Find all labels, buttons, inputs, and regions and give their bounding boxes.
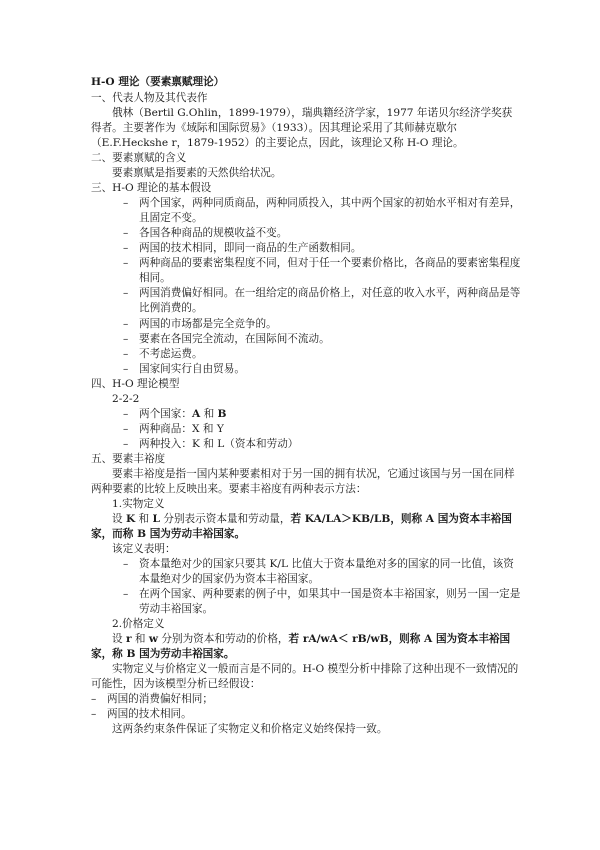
- list-item: – 两个国家，两种同质商品，两种同质投入，其中两个国家的初始水平相对有差异，且固定不变。: [91, 196, 521, 226]
- section-4-heading: 四、H-O 理论模型: [91, 377, 180, 390]
- document-title: H-O 理论（要素禀赋理论）: [91, 76, 225, 88]
- list-item: – 两国的技术相同。: [91, 707, 521, 722]
- document-body: [91, 75, 521, 737]
- list-item: – 两国的市场都是完全竞争的。: [91, 317, 521, 332]
- definition-1-title: 1.实物定义: [112, 497, 165, 510]
- list-item: – 各国各种商品的规模收益不变。: [91, 226, 521, 241]
- final-paragraph: 这两条约束条件保证了实物定义和价格定义始终保持一致。: [112, 723, 388, 736]
- list-item: – 两种商品的要素密集程度不同，但对于任一个要素价格比，各商品的要素密集程度相同。: [91, 256, 521, 286]
- model-label: 2-2-2: [112, 392, 140, 405]
- list-item: – 要素在各国完全流动，在国际间不流动。: [91, 332, 521, 347]
- definition-1-text: 设 K 和 L 分别表示资本量和劳动量，若 KA/LA＞KB/LB，则称 A 国为资本丰裕国家，而称 B 国为劳动丰裕国家。: [91, 512, 512, 540]
- list-item: – 不考虑运费。: [91, 347, 521, 362]
- list-item: – 资本量绝对少的国家只要其 K/L 比值大于资本量绝对多的国家的同一比值，该资本量绝对少的国家仍为资本丰裕国家。: [91, 557, 521, 587]
- definition-2-text: 设 r 和 w 分别为资本和劳动的价格，若 rA/wA＜ rB/wB，则称 A 国为资本丰裕国家，称 B 国为劳动丰裕国家。: [91, 633, 511, 661]
- list-item: – 国家间实行自由贸易。: [91, 362, 521, 377]
- list-item: – 在两个国家、两种要素的例子中，如果其中一国是资本丰裕国家，则另一国一定是劳动丰裕国家。: [91, 587, 521, 617]
- list-item: – 两种投入：K 和 L（资本和劳动）: [91, 437, 521, 452]
- section-1-paragraph: 俄林（Bertil G.Ohlin，1899-1979），瑞典籍经济学家，1977 年诺贝尔经济学奖获得者。主要著作为《域际和国际贸易》（1933）。因其理论采用了其师赫克歇尔（E.F.Heckshe r，1879-1952）的主要论点，因此，该理论又称 H-O 理论。: [91, 107, 513, 150]
- list-item: – 两国的消费偏好相同；: [91, 692, 521, 707]
- section-5-heading: 五、要素丰裕度: [91, 452, 166, 465]
- definition-1-note: 该定义表明：: [112, 542, 176, 555]
- section-2-paragraph: 要素禀赋是指要素的天然供给状况。: [112, 167, 282, 180]
- list-item: – 两国消费偏好相同。在一组给定的商品价格上，对任意的收入水平，两种商品是等比例消费的。: [91, 286, 521, 316]
- list-item: – 两个国家：A 和 B: [91, 407, 521, 422]
- section-5-paragraph: 要素丰裕度是指一国内某种要素相对于另一国的拥有状况，它通过该国与另一国在同样两种要素的比较上反映出来。要素丰裕度有两种表示方法：: [91, 467, 515, 495]
- section-2-heading: 二、要素禀赋的含义: [91, 152, 187, 165]
- list-item: – 两种商品：X 和 Y: [91, 422, 521, 437]
- section-3-heading: 三、H-O 理论的基本假设: [91, 182, 212, 195]
- section-1-heading: 一、代表人物及其代表作: [91, 92, 208, 105]
- definition-2-title: 2.价格定义: [112, 618, 165, 631]
- closing-paragraph: 实物定义与价格定义一般而言是不同的。H-O 模型分析中排除了这种出现不一致情况的可能性，因为该模型分析已经假设：: [91, 663, 519, 691]
- list-item: – 两国的技术相同，即同一商品的生产函数相同。: [91, 241, 521, 256]
- assumption-list: [91, 196, 521, 376]
